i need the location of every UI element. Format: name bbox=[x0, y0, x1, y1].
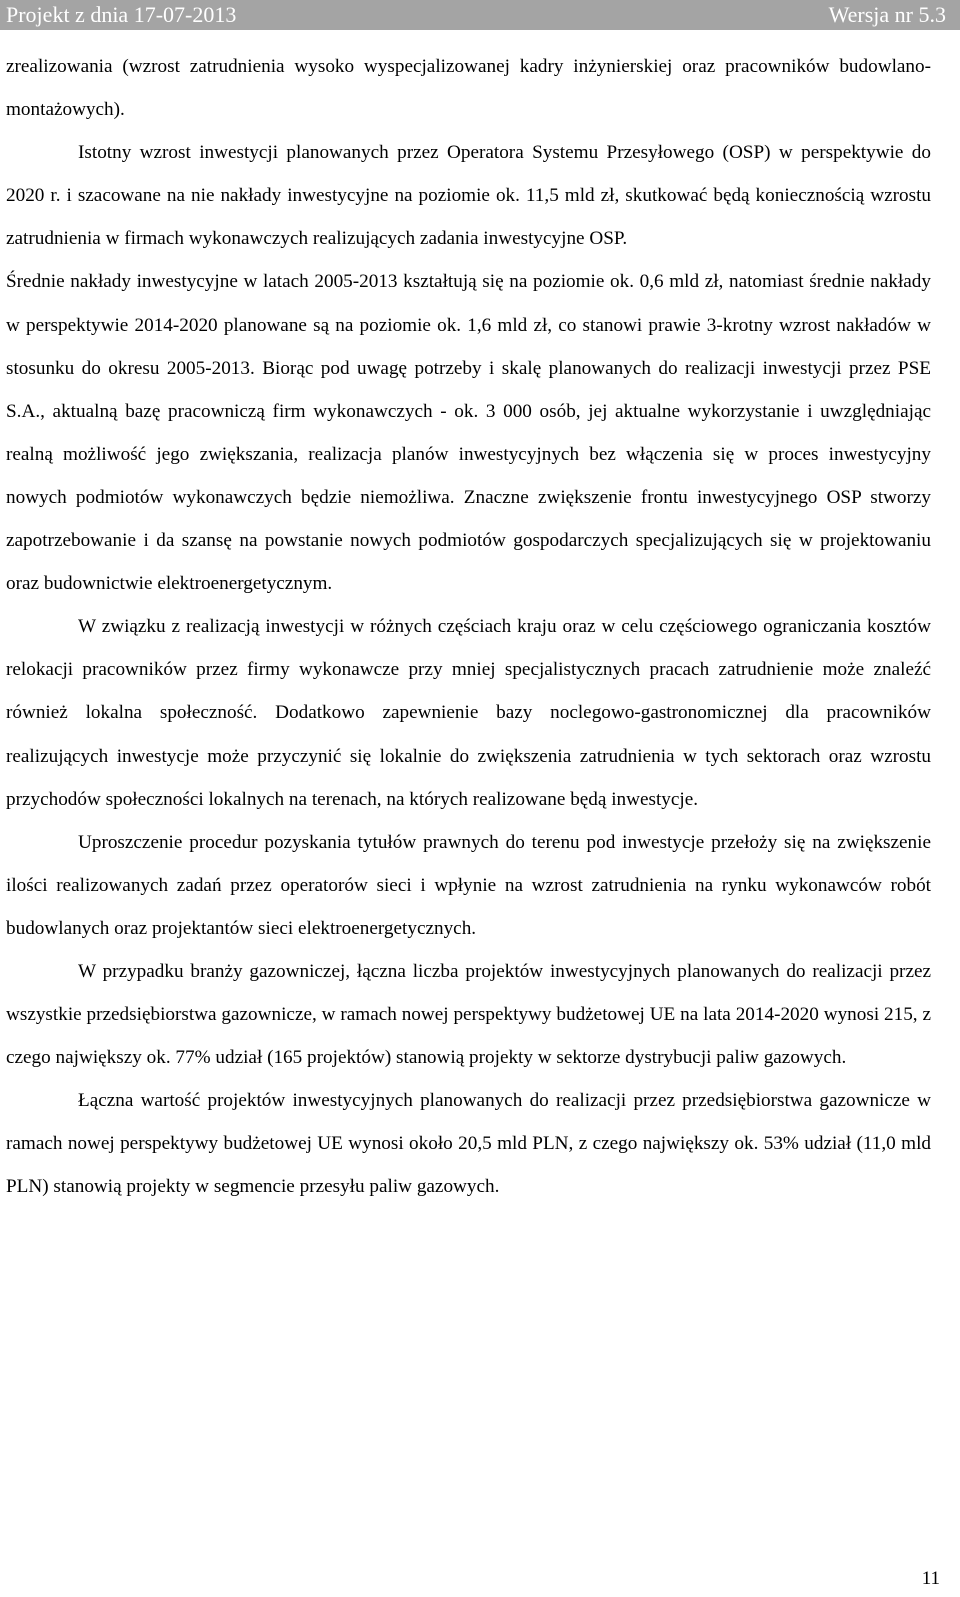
document-body bbox=[6, 45, 931, 1209]
paragraph: Istotny wzrost inwestycji planowanych przez Operatora Systemu Przesyłowego (OSP) w perspektywie do 2020 r. i szacowane na nie nakłady inwestycyjne na poziomie ok. 11,5 mld zł, skutkować będą koniecznością wzrostu zatrudnienia w firmach wykonawczych realizujących zadania inwestycyjne OSP. bbox=[6, 142, 931, 250]
page-number: 11 bbox=[921, 1568, 940, 1589]
project-date-label: Projekt z dnia 17-07-2013 bbox=[6, 2, 237, 27]
paragraph: W związku z realizacją inwestycji w różnych częściach kraju oraz w celu częściowego ograniczania kosztów relokacji pracowników przez firmy wykonawcze przy mniej specjalistycznych pracach zatrudnienie może znaleźć również lokalna społeczność. Dodatkowo zapewnienie bazy noclegowo-gastronomicznej dla pracowników realizujących inwestycje może przyczynić się lokalnie do zwiększenia zatrudnienia w tych sektorach oraz wzrostu przychodów społeczności lokalnych na terenach, na których realizowane będą inwestycje. bbox=[6, 616, 931, 810]
paragraph: zrealizowania (wzrost zatrudnienia wysoko wyspecjalizowanej kadry inżynierskiej oraz pracowników budowlano-montażowych). bbox=[6, 56, 931, 121]
paragraph: Łączna wartość projektów inwestycyjnych planowanych do realizacji przez przedsiębiorstwa gazownicze w ramach nowej perspektywy budżetowej UE wynosi około 20,5 mld PLN, z czego największy ok. 53% udział (11,0 mld PLN) stanowią projekty w segmencie przesyłu paliw gazowych. bbox=[6, 1090, 931, 1198]
version-label: Wersja nr 5.3 bbox=[828, 2, 946, 27]
paragraph: W przypadku branży gazowniczej, łączna liczba projektów inwestycyjnych planowanych do realizacji przez wszystkie przedsiębiorstwa gazownicze, w ramach nowej perspektywy budżetowej UE na lata 2014-2020 wynosi 215, z czego największy ok. 77% udział (165 projektów) stanowią projekty w sektorze dystrybucji paliw gazowych. bbox=[6, 960, 931, 1069]
page-header bbox=[0, 0, 960, 30]
paragraph: Uproszczenie procedur pozyskania tytułów prawnych do terenu pod inwestycje przełoży się na zwiększenie ilości realizowanych zadań przez operatorów sieci i wpłynie na wzrost zatrudnienia na rynku wykonawców robót budowlanych oraz projektantów sieci elektroenergetycznych. bbox=[6, 831, 931, 939]
paragraph: Średnie nakłady inwestycyjne w latach 2005-2013 kształtują się na poziomie ok. 0,6 mld zł, natomiast średnie nakłady w perspektywie 2014-2020 planowane są na poziomie ok. 1,6 mld zł, co stanowi prawie 3-krotny wzrost nakładów w stosunku do okresu 2005-2013. Biorąc pod uwagę potrzeby i skalę planowanych do realizacji inwestycji przez PSE S.A., aktualną bazę pracowniczą firm wykonawczych - ok. 3 000 osób, jej aktualne wykorzystanie i uwzględniając realną możliwość jego zwiększania, realizacja planów inwestycyjnych bez włączenia się w proces inwestycyjny nowych podmiotów wykonawczych będzie niemożliwa. Znaczne zwiększenie frontu inwestycyjnego OSP stworzy zapotrzebowanie i da szansę na powstanie nowych podmiotów gospodarczych specjalizujących się w projektowaniu oraz budownictwie elektroenergetycznym. bbox=[6, 271, 931, 595]
